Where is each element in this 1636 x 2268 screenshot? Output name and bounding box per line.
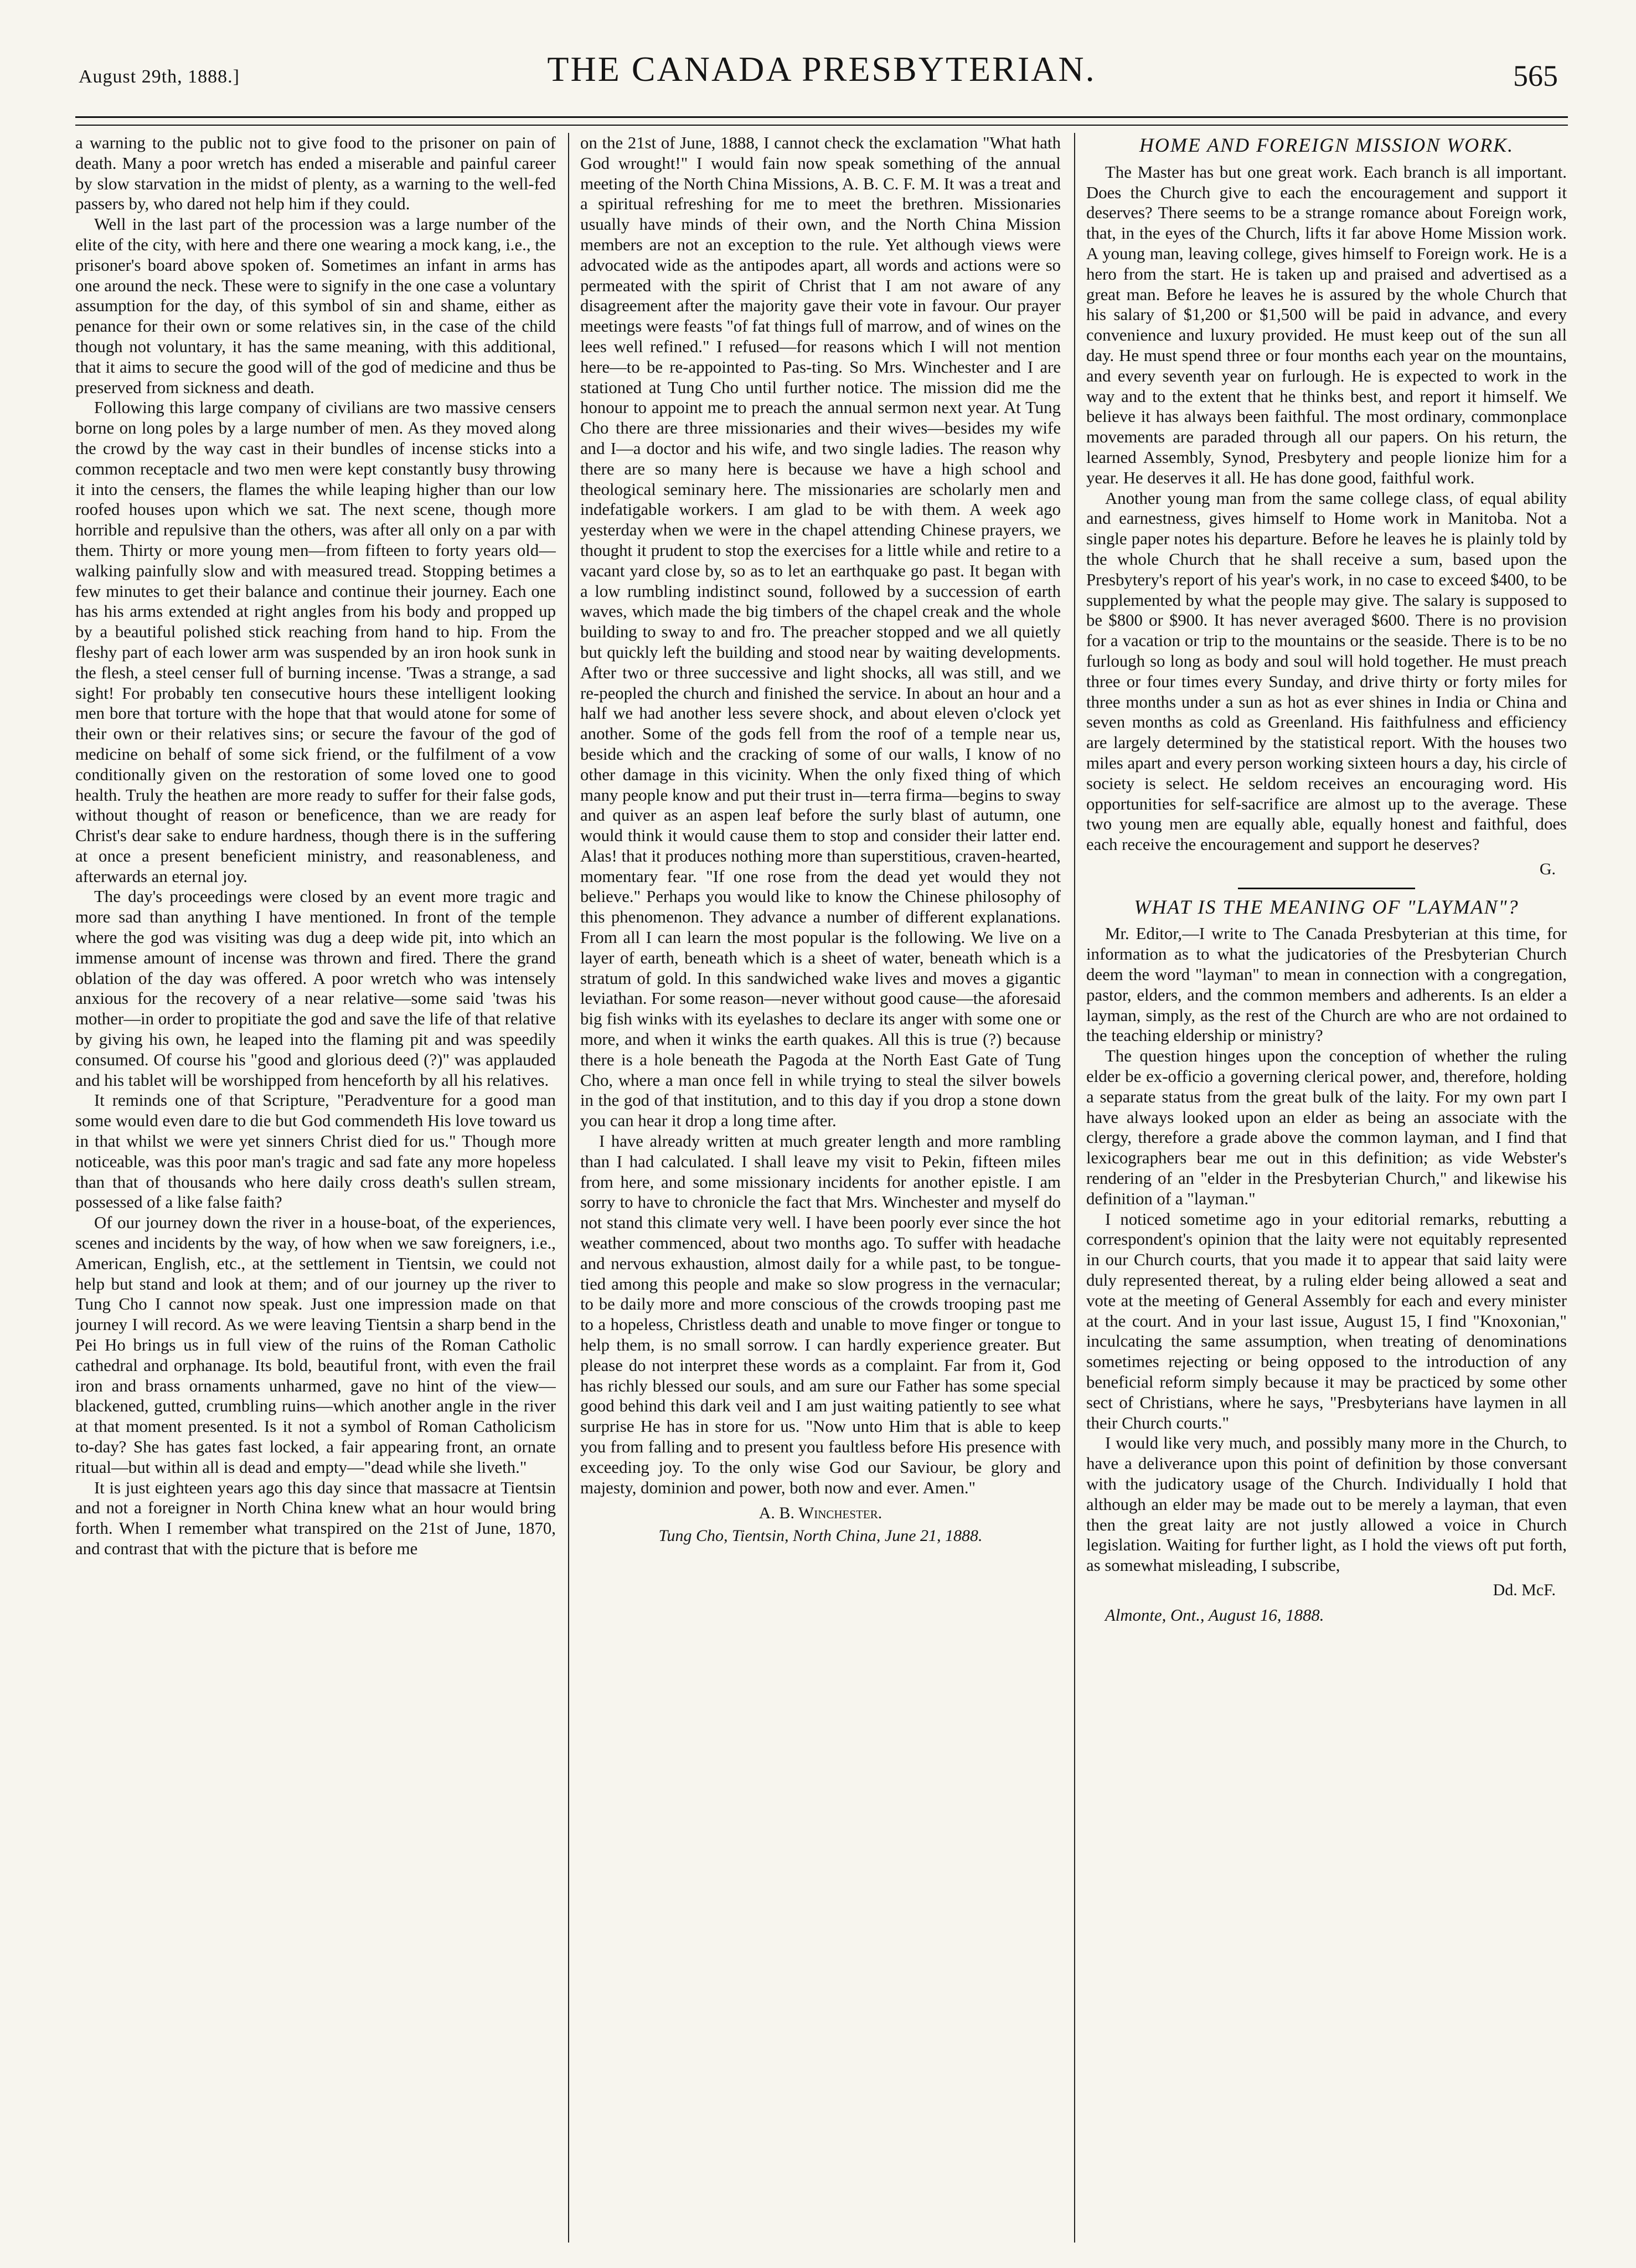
- col1-paragraph: Well in the last part of the procession was a large number of the elite of the city, with here and there one wearing a mock kang, i.e., the prisoner's board above spoken of. Sometimes an infant in arms has one around the neck. These were to signify in the one case a voluntary assumption for the day, of this symbol of sin and shame, either as penance for their own or some relatives sin, in the case of the child though not voluntary, it has the same meaning, with this additional, that it aims to secure the good will of the god of medicine and thus be preserved from sickness and death.: [75, 215, 556, 397]
- page-number: 565: [1513, 59, 1558, 92]
- col2-paragraph: on the 21st of June, 1888, I cannot check the exclamation "What hath God wrought!" I would fain now speak something of the annual meeting of the North China Missions, A. B. C. F. M. It was a treat and a spiritual refreshing for me to meet the brethren. Missionaries usually have minds of their own, and the North China Mission members are not an exception to the rule. Yet although views were advocated wide as the antipodes apart, all words and actions were so permeated with the spirit of Christ that I am not aware of any disagreement after the majority gave their vote in favour. Our prayer meetings were feasts "of fat things full of marrow, and of wines on the lees well refined." I refused—for reasons which I will not mention here—to be re-appointed to Pas-ting. So Mrs. Winchester and I are stationed at Tung Cho until further notice. The mission did me the honour to appoint me to preach the annual sermon next year. At Tung Cho there are three missionaries and their wives—besides my wife and I—a doctor and his wife, and two single ladies. The reason why there are so many here is because we have a high school and theological seminary here. The missionaries are scholarly men and indefatigable workers. I am glad to be with them. A week ago yesterday when we were in the chapel attending Chinese prayers, we thought it prudent to stop the exercises for a little while and retire to a vacant yard close by, so as to let an earthquake go past. It began with a low rumbling indistinct sound, followed by a succession of earth waves, which made the big timbers of the chapel creak and the whole building to sway to and fro. The preacher stopped and we all quietly but quickly left the building and stood near by waiting developments. After two or three successive and light shocks, all was still, and we re-peopled the church and finished the service. In about an hour and a half we had another less severe shock, and about eleven o'clock yet another. Some of the gods fell from the roof of a temple near us, beside which and the cracking of some of our walls, I know of no other damage in this vicinity. When the only fixed thing of which many people know and put their trust in—terra firma—begins to sway and quiver as an aspen leaf before the surly blast of autumn, one would think it would cause them to stop and consider their latter end. Alas! that it produces nothing more than superstitious, craven-hearted, momentary fear. "If one rose from the dead yet would they not believe." Perhaps you would like to know the Chinese philosophy of this phenomenon. They advance a number of different explanations. From all I can learn the most popular is the following. We live on a layer of earth, beneath which is a sheet of water, beneath which is a stratum of gold. In this sandwiched wake lives and moves a gigantic leviathan. For some reason—never without good cause—the aforesaid big fish winks with its eyelashes to declare its anger with some one or more, and when it winks the earth quakes. All this is true (?) because there is a hole beneath the Pagoda at the North East Gate of Tung Cho, where a man once fell in while trying to steal the silver bowels in the god of that institution, and to this day if you drop a stone down you can hear it drop a long time after.: [580, 133, 1061, 1131]
- section-heading-mission-work: HOME AND FOREIGN MISSION WORK.: [1139, 134, 1514, 156]
- col3-paragraph: The Master has but one great work. Each branch is all important. Does the Church give to each the encouragement and support it deserves? There seems to be a strange romance about Foreign work, that, in the eyes of the Church, lifts it far above Home Mission work. A young man, leaving college, gives himself to Foreign work. He is a hero from the start. He is taken up and praised and advertised as a great man. Before he leaves he is assured by the whole Church that his salary of $1,200 or $1,500 will be paid in advance, and every convenience and luxury provided. He must keep out of the sun all day. He must spend three or four months each year on the mountains, and every seventh year on furlough. He is expected to work in the way and to the extent that he thinks best, and report it himself. We believe it has always been faithful. The most ordinary, commonplace movements are paraded through all our papers. On his return, the learned Assembly, Synod, Presbytery and people lionize him for a year. He deserves it all. He has done good, faithful work.: [1086, 162, 1567, 487]
- page-header: [75, 39, 1568, 122]
- col1-paragraph: a warning to the public not to give food to the prisoner on pain of death. Many a poor wretch has ended a miserable and painful career by slow starvation in the midst of plenty, as a warning to the well-fed passers by, who dared not help him if they could.: [75, 133, 556, 214]
- letter-dateline-2: Almonte, Ont., August 16, 1888.: [1105, 1605, 1324, 1625]
- col3-paragraph: The question hinges upon the conception of whether the ruling elder be ex-officio a governing clerical power, and, therefore, holding a separate status from the great bulk of the laity. For my own part I have always looked upon an elder as being an associate with the clergy, therefore a grade above the common layman, and I find that lexicographers bear me out in this definition; as vide Webster's rendering of an "elder in the Presbyterian Church," and likewise his definition of a "layman.": [1086, 1047, 1567, 1208]
- col1-paragraph: It is just eighteen years ago this day since that massacre at Tientsin and not a foreigner in North China knew what an hour would bring forth. When I remember what transpired on the 21st of June, 1870, and contrast that with the picture that is before me: [75, 1478, 556, 1558]
- header-rule: [75, 116, 1568, 126]
- letter-signature-2: Dd. McF.: [1493, 1580, 1556, 1599]
- article-signature: G.: [1539, 859, 1556, 878]
- letter-dateline: Tung Cho, Tientsin, North China, June 21, 1888.: [658, 1527, 983, 1545]
- letter-signature: A. B. Winchester.: [758, 1504, 882, 1523]
- col1-paragraph: It reminds one of that Scripture, "Peradventure for a good man some would even dare to die but God commendeth His love toward us in that whilst we were yet sinners Christ died for us." Though more noticeable, was this poor man's tragic and sad fate any more hopeless than that of thousands who here daily cross death's sullen stream, possessed of a like false faith?: [75, 1091, 556, 1212]
- newspaper-page: [75, 39, 1568, 2248]
- section-heading-layman: WHAT IS THE MEANING OF "LAYMAN"?: [1134, 895, 1519, 918]
- col3-paragraph: Mr. Editor,—I write to The Canada Presbyterian at this time, for information as to what the judicatories of the Presbyterian Church deem the word "layman" to mean in connection with a congregation, pastor, elders, and the common members and adherents. Is an elder a layman, simply, as the rest of the Church are who are not ordained to the teaching eldership or ministry?: [1086, 924, 1567, 1045]
- col1-paragraph: Following this large company of civilians are two massive censers borne on long poles by a large number of men. As they moved along the crowd by the way cast in their bundles of incense sticks into a common receptacle and two men were kept constantly busy throwing it into the censers, the flames the while leaping higher than our low roofed houses upon which we sat. The next scene, though more horrible and repulsive than the others, was after all only on a par with them. Thirty or more young men—from fifteen to forty years old—walking painfully slow and with measured tread. Stopping betimes a few minutes to get their balance and continue their journey. Each one has his arms extended at right angles from his body and propped up by a beautiful polished stick reaching from hand to hip. From the fleshy part of each lower arm was suspended by an iron hook sunk in the flesh, a steel censer full of burning incense. 'Twas a strange, a sad sight! For probably ten consecutive hours these intelligent looking men bore that torture with the hope that that would atone for some of their own or their relatives sins; or secure the favour of the god of medicine on behalf of some sick friend, or the fulfilment of a vow conditionally given on the restoration of some loved one to good health. Truly the heathen are more ready to suffer for their false gods, without thought of reason or beneficence, than we are ready for Christ's dear sake to endure hardness, though there is in the suffering at once a present beneficient ministry, and reasonableness, and afterwards an eternal joy.: [75, 398, 556, 886]
- col3-paragraph: I would like very much, and possibly many more in the Church, to have a deliverance upon this point of definition by those conversant with the judicatory usage of the Church. Individually I hold that although an elder may be made out to be merely a layman, that even then the great laity are not justly allowed a voice in Church legislation. Waiting for further light, as I hold the views oft put forth, as somewhat misleading, I subscribe,: [1086, 1434, 1567, 1575]
- col1-paragraph: The day's proceedings were closed by an event more tragic and more sad than anything I have mentioned. In front of the temple where the god was visiting was dug a deep wide pit, into which an immense amount of incense was thrown and fired. There the grand oblation of the day was offered. A poor wretch who was intensely anxious for the recovery of a near relative—some said 'twas his mother—in order to propitiate the god and save the life of that relative by giving his own, he leaped into the flaming pit and was speedily consumed. Of course his "good and glorious deed (?)" was applauded and his tablet will be worshipped from henceforth by all his relatives.: [75, 887, 556, 1090]
- col2-paragraph: I have already written at much greater length and more rambling than I had calculated. I shall leave my visit to Pekin, fifteen miles from here, and some missionary incidents for another epistle. I am sorry to have to chronicle the fact that Mrs. Winchester and myself do not stand this climate very well. I have been poorly ever since the hot weather commenced, about two months ago. To suffer with headache and nervous exhaustion, almost daily for a while past, to be tongue-tied among this people and make so slow progress in the vernacular; to be daily more and more conscious of the crowds trooping past me to a hopeless, Christless death and unable to move finger or tongue to help them, is no small sorrow. I can hardly experience greater. But please do not interpret these words as a complaint. Far from it, God has richly blessed our souls, and am sure our Father has some special good behind this dark veil and I am just waiting patiently to see what surprise He has in store for us. "Now unto Him that is able to keep you from falling and to present you faultless before His presence with exceeding joy. To the only wise God our Saviour, be glory and majesty, dominion and power, both now and ever. Amen.": [580, 1132, 1061, 1497]
- issue-date: August 29th, 1888.]: [79, 66, 240, 87]
- col3-paragraph: I noticed sometime ago in your editorial remarks, rebutting a correspondent's opinion that the laity were not equitably represented in our Church courts, that you made it to appear that said laity were duly represented thereat, by a ruling elder being allowed a seat and vote at the meeting of General Assembly for each and every minister at the court. And in your last issue, August 15, I find "Knoxonian," inculcating the same assumption, when treating of denominations sometimes rejecting or being opposed to the introduction of any beneficial reform simply because it may be practiced by some other sect of Christians, where he says, "Presbyterians have laymen in all their Church courts.": [1086, 1209, 1567, 1432]
- col1-paragraph: Of our journey down the river in a house-boat, of the experiences, scenes and incidents by the way, of how when we saw foreigners, i.e., American, English, etc., at the settlement in Tientsin, we could not help but stand and look at them; and of our journey up the river to Tung Cho I cannot now speak. Just one impression made on that journey I will record. As we were leaving Tientsin a sharp bend in the Pei Ho brings us in full view of the ruins of the Roman Catholic cathedral and orphanage. Its bold, beautiful front, with even the frail iron and brass ornaments unharmed, gave no hint of the view—blackened, gutted, crumbling ruins—which another angle in the river at that moment presented. Is it not a symbol of Roman Catholicism to-day? She has gates fast locked, a fair appearing front, an ornate ritual—but within all is dead and empty—"dead while she liveth.": [75, 1213, 556, 1477]
- masthead-title: THE CANADA PRESBYTERIAN.: [547, 49, 1096, 89]
- col3-paragraph: Another young man from the same college class, of equal ability and earnestness, gives himself to Home work in Manitoba. Not a single paper notes his departure. Before he leaves he is plainly told by the whole Church that he shall receive a sum, based upon the Presbytery's report of his year's work, in no case to exceed $400, to be supplemented by what the people may give. The salary is supposed to be $800 or $900. It has never averaged $600. There is no provision for a vacation or trip to the mountains or the seaside. There is to be no furlough so long as body and soul will hold together. He must preach three or four times every Sunday, and drive thirty or forty miles for three months under a sun as hot as ever shines in India or China and seven months as cold as Greenland. His faithfulness and efficiency are largely determined by the statistical report. With the houses two miles apart and every person working sixteen hours a day, his circle of society is select. He seldom receives an encouraging word. His opportunities for self-sacrifice are almost up to the average. These two young men are equally able, equally honest and faithful, does each receive the encouragement and support he deserves?: [1086, 488, 1567, 854]
